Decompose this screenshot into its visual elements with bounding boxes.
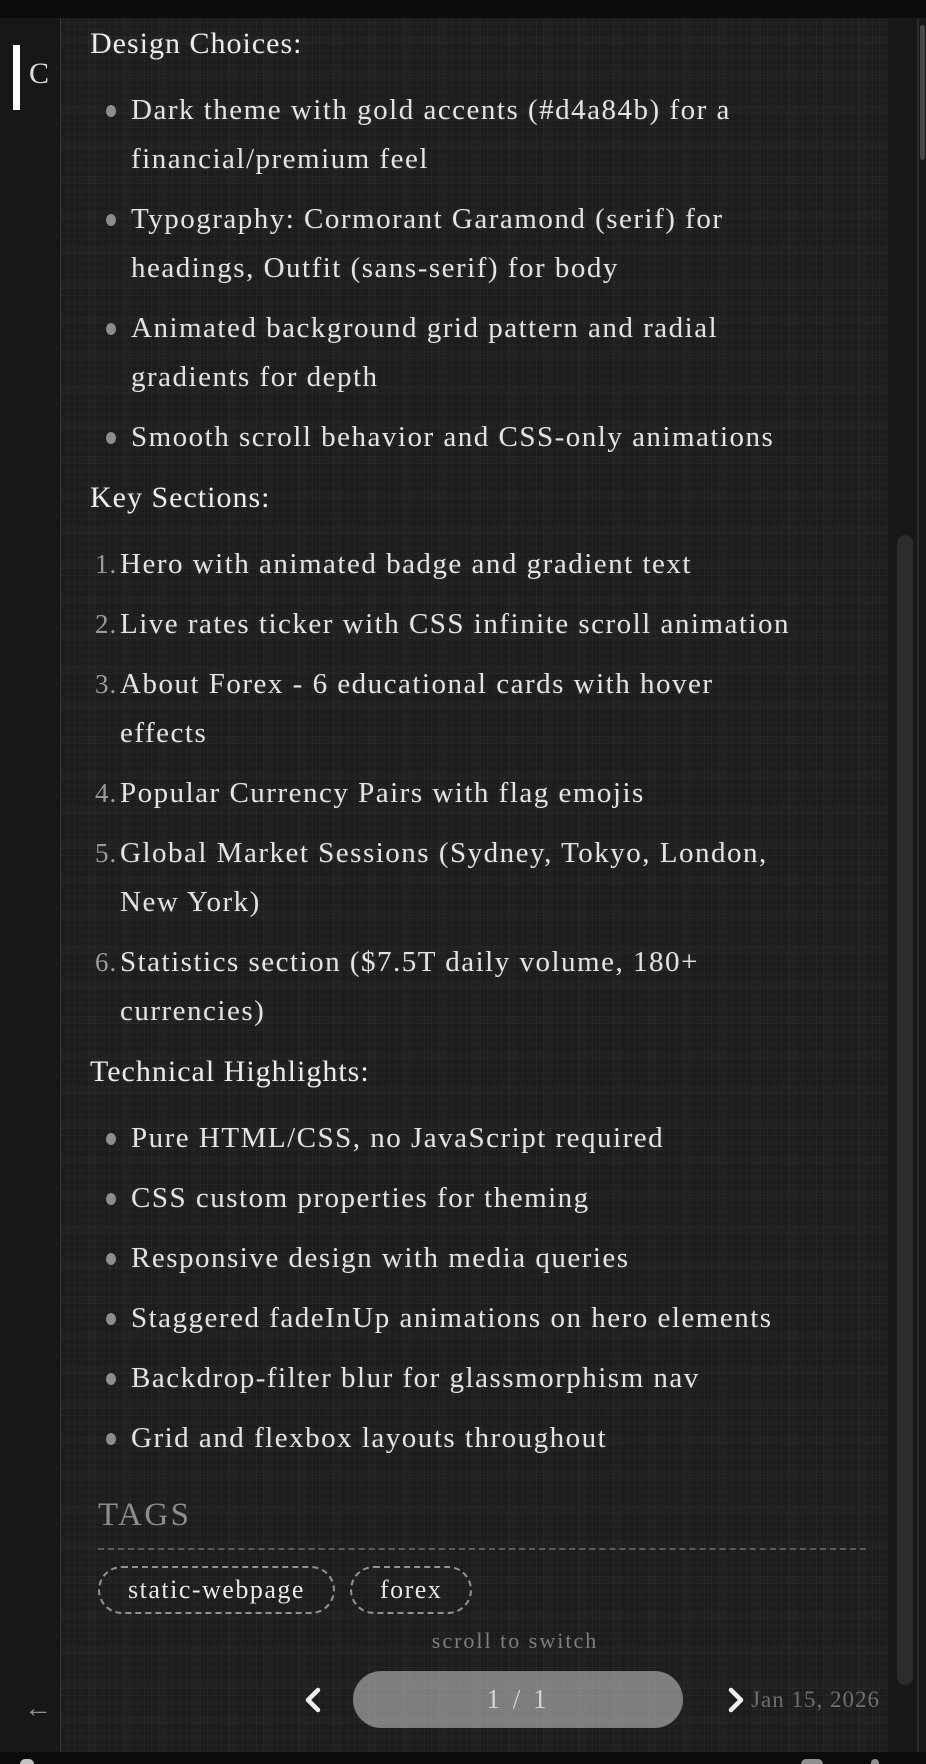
list-item bbox=[90, 304, 888, 402]
tags-row bbox=[98, 1566, 888, 1614]
list-item bbox=[90, 195, 888, 293]
top-bar bbox=[0, 0, 926, 18]
bullet-dot-icon bbox=[106, 432, 116, 444]
bullet-marker bbox=[90, 195, 131, 293]
back-arrow-icon[interactable]: ← bbox=[24, 1693, 52, 1724]
text-line: Popular Currency Pairs with flag emojis bbox=[120, 777, 645, 809]
active-tab-indicator bbox=[13, 45, 20, 110]
bullet-dot-icon bbox=[106, 105, 116, 117]
text-line: Pure HTML/CSS, no JavaScript required bbox=[131, 1122, 665, 1154]
list-item-text bbox=[131, 1414, 888, 1463]
section-heading: Design Choices: bbox=[90, 27, 303, 60]
page-indicator-pill[interactable] bbox=[353, 1671, 683, 1728]
text-line: Smooth scroll behavior and CSS-only animations bbox=[131, 421, 775, 453]
list-item-text bbox=[120, 769, 888, 818]
list-item bbox=[90, 413, 888, 462]
text-line: Responsive design with media queries bbox=[131, 1242, 630, 1274]
bullet-marker bbox=[90, 1174, 131, 1223]
text-line: financial/premium feel bbox=[131, 143, 429, 175]
bullet-list bbox=[90, 1114, 888, 1463]
number-marker: 5. bbox=[95, 838, 118, 868]
number-marker: 6. bbox=[95, 947, 118, 977]
list-item-text bbox=[120, 600, 888, 649]
text-line: currencies) bbox=[120, 995, 266, 1027]
text-line: headings, Outfit (sans-serif) for body bbox=[131, 252, 619, 284]
list-item bbox=[90, 1234, 888, 1283]
scroll-hint-label: scroll to switch bbox=[431, 1628, 599, 1653]
list-item bbox=[90, 660, 888, 758]
text-line: Hero with animated badge and gradient text bbox=[120, 548, 692, 580]
bullet-dot-icon bbox=[106, 1133, 116, 1145]
bottom-bar-partial-icon bbox=[871, 1759, 879, 1764]
text-line: Grid and flexbox layouts throughout bbox=[131, 1422, 608, 1454]
list-item-text bbox=[131, 1354, 888, 1403]
list-item bbox=[90, 1114, 888, 1163]
list-item bbox=[90, 1294, 888, 1343]
tags-section bbox=[90, 1493, 888, 1614]
text-line: gradients for depth bbox=[131, 361, 379, 393]
list-item-text bbox=[131, 195, 888, 293]
chevron-right-icon[interactable] bbox=[725, 1685, 747, 1715]
bullet-list bbox=[90, 86, 888, 462]
bottom-bar bbox=[0, 1752, 926, 1764]
list-item-text bbox=[120, 540, 888, 589]
bullet-marker bbox=[90, 1414, 131, 1463]
text-line: Global Market Sessions (Sydney, Tokyo, London, bbox=[120, 837, 768, 869]
text-line: Typography: Cormorant Garamond (serif) for bbox=[131, 203, 724, 235]
bullet-dot-icon bbox=[106, 1313, 116, 1325]
list-item-text bbox=[131, 304, 888, 402]
tags-heading: TAGS bbox=[98, 1497, 192, 1533]
list-item-text bbox=[131, 1114, 888, 1163]
content-scrollbar-thumb[interactable] bbox=[897, 535, 913, 1685]
list-item bbox=[90, 1174, 888, 1223]
tag-pill[interactable]: forex bbox=[350, 1566, 472, 1614]
sidebar bbox=[0, 18, 61, 1752]
bullet-marker bbox=[90, 413, 131, 462]
bottom-bar-partial-icon bbox=[20, 1759, 34, 1764]
list-item bbox=[90, 540, 888, 589]
page-indicator-label: 1 / 1 bbox=[486, 1684, 550, 1714]
list-item bbox=[90, 938, 888, 1036]
bullet-marker bbox=[90, 1294, 131, 1343]
number-marker: 4. bbox=[95, 778, 118, 808]
tags-divider bbox=[98, 1548, 866, 1550]
tag-pill[interactable]: static-webpage bbox=[98, 1566, 335, 1614]
bullet-marker bbox=[90, 86, 131, 184]
bottom-bar-partial-icon bbox=[801, 1759, 823, 1764]
list-item-text bbox=[120, 829, 888, 927]
bullet-dot-icon bbox=[106, 214, 116, 226]
text-line: Dark theme with gold accents (#d4a84b) for a bbox=[131, 94, 731, 126]
number-marker: 3. bbox=[95, 669, 118, 699]
bullet-marker bbox=[90, 1354, 131, 1403]
page-scrollbar-track bbox=[917, 18, 919, 1752]
sidebar-item-c[interactable]: C bbox=[29, 57, 50, 90]
list-item bbox=[90, 829, 888, 927]
text-line: Animated background grid pattern and radial bbox=[131, 312, 719, 344]
text-line: CSS custom properties for theming bbox=[131, 1182, 590, 1214]
text-line: Backdrop-filter blur for glassmorphism nav bbox=[131, 1362, 700, 1394]
bullet-dot-icon bbox=[106, 1433, 116, 1445]
document-panel bbox=[60, 18, 888, 1752]
number-marker: 1. bbox=[95, 549, 118, 579]
pager bbox=[90, 1671, 888, 1728]
bullet-dot-icon bbox=[106, 1373, 116, 1385]
list-item-text bbox=[120, 660, 888, 758]
chevron-left-icon[interactable] bbox=[302, 1685, 324, 1715]
bullet-marker bbox=[90, 304, 131, 402]
list-item-text bbox=[131, 1174, 888, 1223]
bullet-dot-icon bbox=[106, 1193, 116, 1205]
list-item-text bbox=[131, 1294, 888, 1343]
list-item bbox=[90, 769, 888, 818]
list-item bbox=[90, 1414, 888, 1463]
bullet-dot-icon bbox=[106, 1253, 116, 1265]
bullet-marker bbox=[90, 1234, 131, 1283]
list-item-text bbox=[131, 1234, 888, 1283]
list-item bbox=[90, 600, 888, 649]
number-marker: 2. bbox=[95, 609, 118, 639]
list-item bbox=[90, 86, 888, 184]
text-line: Live rates ticker with CSS infinite scroll animation bbox=[120, 608, 790, 640]
bullet-marker bbox=[90, 1114, 131, 1163]
text-line: New York) bbox=[120, 886, 261, 918]
text-line: Statistics section ($7.5T daily volume, 180+ bbox=[120, 946, 699, 978]
list-item-text bbox=[131, 86, 888, 184]
numbered-list bbox=[90, 540, 888, 1036]
section-heading: Technical Highlights: bbox=[90, 1055, 370, 1088]
page-scrollbar-thumb[interactable] bbox=[920, 25, 925, 160]
text-line: effects bbox=[120, 717, 208, 749]
list-item bbox=[90, 1354, 888, 1403]
section-heading: Key Sections: bbox=[90, 481, 271, 514]
document-body bbox=[90, 19, 888, 1463]
list-item-text bbox=[131, 413, 888, 462]
bullet-dot-icon bbox=[106, 323, 116, 335]
text-line: Staggered fadeInUp animations on hero elements bbox=[131, 1302, 773, 1334]
list-item-text bbox=[120, 938, 888, 1036]
text-line: About Forex - 6 educational cards with hover bbox=[120, 668, 714, 700]
date-label: Jan 15, 2026 bbox=[751, 1687, 880, 1712]
